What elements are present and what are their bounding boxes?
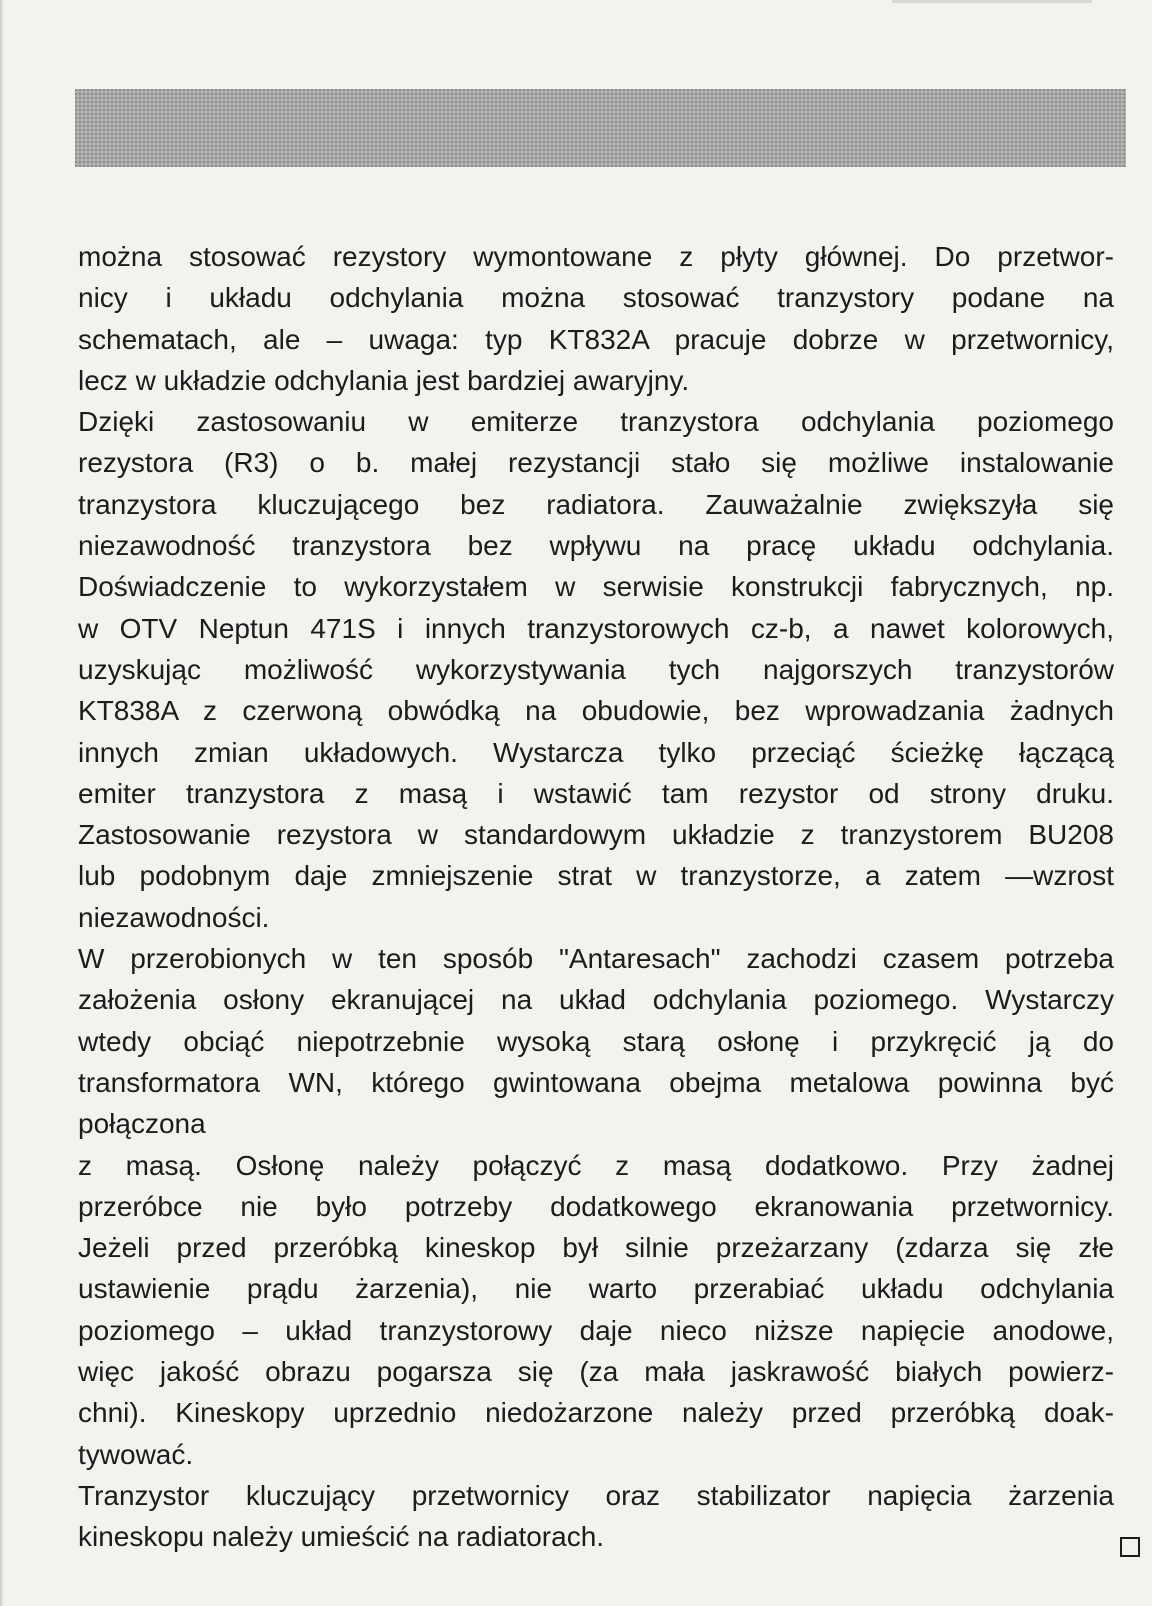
text-line: tywować. — [78, 1438, 194, 1470]
page-edge-shadow — [0, 0, 4, 1606]
text-line: z masą. Osłonę należy połączyć z masą dodatkowo. Przy żadnej — [78, 1149, 1114, 1181]
text-line: niezawodność tranzystora bez wpływu na pracę układu odchylania. — [78, 530, 1114, 562]
header-band — [75, 89, 1126, 167]
text-line: w OTV Neptun 471S i innych tranzystorowych cz-b, a nawet kolorowych, — [78, 612, 1114, 644]
text-line: przeróbce nie było potrzeby dodatkowego ekranowania przetwornicy. — [78, 1190, 1114, 1222]
text-line: Dzięki zastosowaniu w emiterze tranzystora odchylania poziomego — [78, 406, 1114, 438]
text-line: Jeżeli przed przeróbką kineskop był silnie przeżarzany (zdarza się złe — [78, 1232, 1114, 1264]
article-body — [78, 236, 1114, 1558]
text-line: wtedy obciąć niepotrzebnie wysoką starą osłonę i przykręcić ją do — [78, 1025, 1114, 1057]
text-line: nicy i układu odchylania można stosować tranzystory podane na — [78, 282, 1114, 314]
text-line: transformatora WN, którego gwintowana obejma metalowa powinna być — [78, 1066, 1114, 1098]
text-line: uzyskując możliwość wykorzystywania tych najgorszych tranzystorów — [78, 653, 1114, 685]
text-line: KT838A z czerwoną obwódką na obudowie, bez wprowadzania żadnych — [78, 695, 1114, 727]
text-line: można stosować rezystory wymontowane z płyty głównej. Do przetwor- — [78, 241, 1114, 272]
text-line: tranzystora kluczującego bez radiatora. Zauważalnie zwiększyła się — [78, 488, 1114, 520]
text-line: innych zmian układowych. Wystarcza tylko przeciąć ścieżkę łączącą — [78, 736, 1114, 768]
text-line: lecz w układzie odchylania jest bardziej awaryjny. — [78, 364, 690, 396]
text-line: rezystora (R3) o b. małej rezystancji stało się możliwe instalowanie — [78, 447, 1114, 479]
text-line: chni). Kineskopy uprzednio niedożarzone należy przed przeróbką doak- — [78, 1397, 1114, 1429]
text-line: lub podobnym daje zmniejszenie strat w tranzystorze, a zatem —wzrost — [78, 860, 1114, 892]
text-line: więc jakość obrazu pogarsza się (za mała jaskrawość białych powierz- — [78, 1356, 1114, 1388]
text-line: Tranzystor kluczujący przetwornicy oraz stabilizator napięcia żarzenia — [78, 1479, 1114, 1511]
text-line: schematach, ale – uwaga: typ KT832A pracuje dobrze w przetwornicy, — [78, 323, 1114, 355]
text-line: Zastosowanie rezystora w standardowym układzie z tranzystorem BU208 — [78, 819, 1114, 851]
text-line: połączona — [78, 1108, 206, 1140]
end-of-article-mark — [1120, 1537, 1140, 1557]
text-line: poziomego – układ tranzystorowy daje nieco niższe napięcie anodowe, — [78, 1314, 1114, 1346]
text-line: emiter tranzystora z masą i wstawić tam rezystor od strony druku. — [78, 777, 1114, 809]
text-line: ustawienie prądu żarzenia), nie warto przerabiać układu odchylania — [78, 1273, 1114, 1305]
text-line: niezawodności. — [78, 901, 270, 933]
text-line: założenia osłony ekranującej na układ odchylania poziomego. Wystarczy — [78, 984, 1114, 1016]
top-rule — [892, 0, 1092, 3]
text-line: Doświadczenie to wykorzystałem w serwisie konstrukcji fabrycznych, np. — [78, 571, 1114, 603]
text-line: kineskopu należy umieścić na radiatorach. — [78, 1521, 605, 1553]
text-line: W przerobionych w ten sposób "Antaresach" zachodzi czasem potrzeba — [78, 943, 1114, 975]
